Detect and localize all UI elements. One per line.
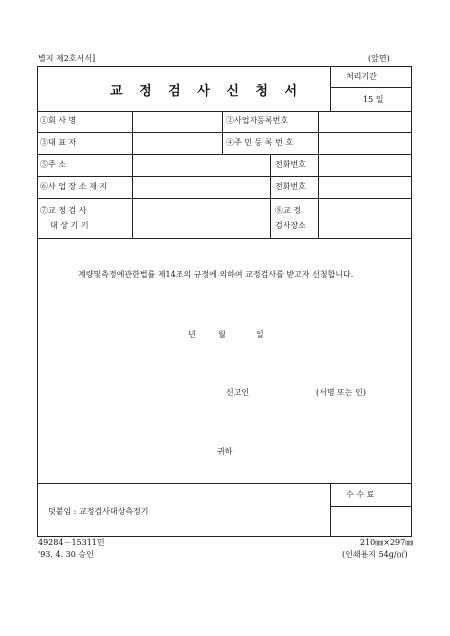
row-line-3: [37, 154, 412, 155]
fee-row-line: [330, 506, 412, 507]
business-registration-label: ②사업자등록번호: [226, 116, 289, 125]
row-line-1: [37, 111, 412, 112]
workplace-location-label: ⑥사 업 장 소 재 지: [40, 182, 108, 191]
col-line-2b: [270, 154, 271, 238]
form-number: 별지 제2호서식]: [38, 54, 96, 63]
col-line-3a: [318, 111, 319, 155]
row-line-2: [37, 132, 412, 133]
col-line-2a: [222, 111, 223, 155]
inspection-place-label-line2: 검사장소: [275, 221, 306, 230]
processing-period-value: 15 일: [363, 95, 384, 104]
application-statement: 계량및측정에관한법률 제14조의 규정에 의하여 교정검사를 받고자 신청합니다.: [78, 270, 354, 279]
col-line-1: [132, 111, 133, 238]
date-day: 일: [256, 330, 264, 339]
title-divider: [330, 66, 331, 111]
row-line-6: [37, 238, 412, 239]
inspection-target-label-line1: ⑦교 정 검 사: [40, 206, 87, 215]
paper-type: (인쇄용지 54g/㎡): [342, 550, 408, 559]
date-month: 월: [218, 330, 226, 339]
row-line-5: [37, 198, 412, 199]
document-title: 교 정 검 사 신 청 서: [110, 84, 304, 99]
representative-label: ③대 표 자: [40, 138, 77, 147]
fee-label: 수 수 료: [346, 490, 375, 499]
addressee-label: 귀하: [217, 447, 233, 456]
company-name-label: ①회 사 명: [40, 116, 77, 125]
inspection-target-label-line2: 대 상 기 기: [50, 221, 89, 230]
applicant-label: 신고인: [226, 388, 250, 397]
frame-bottom: [37, 536, 412, 537]
frame-top: [37, 66, 412, 67]
signature-label: (서명 또는 인): [316, 388, 366, 397]
frame-left: [37, 66, 38, 537]
phone-label-1: 전화번호: [275, 160, 306, 169]
row-line-4: [37, 176, 412, 177]
form-code: 49284－15311민: [38, 538, 105, 547]
processing-divider: [330, 87, 412, 88]
frame-right: [411, 66, 412, 537]
phone-label-2: 전화번호: [275, 182, 306, 191]
inspection-place-label-line1: ⑧교 정: [275, 206, 301, 215]
attachment-note: 덧붙임 : 교정검사대상측정기: [48, 507, 149, 516]
resident-number-label: ④주 민 등 록 번 호: [226, 138, 294, 147]
paper-size: 210㎜×297㎜: [360, 538, 414, 547]
approval-date: '93. 4. 30 승인: [38, 550, 94, 559]
col-line-3b: [318, 154, 319, 238]
footer-top-line: [37, 483, 412, 484]
fee-divider: [330, 483, 331, 536]
address-label: ⑤주 소: [40, 160, 66, 169]
processing-period-label: 처리기간: [346, 72, 377, 81]
front-side-label: (앞면): [368, 54, 390, 63]
date-year: 년: [188, 330, 196, 339]
